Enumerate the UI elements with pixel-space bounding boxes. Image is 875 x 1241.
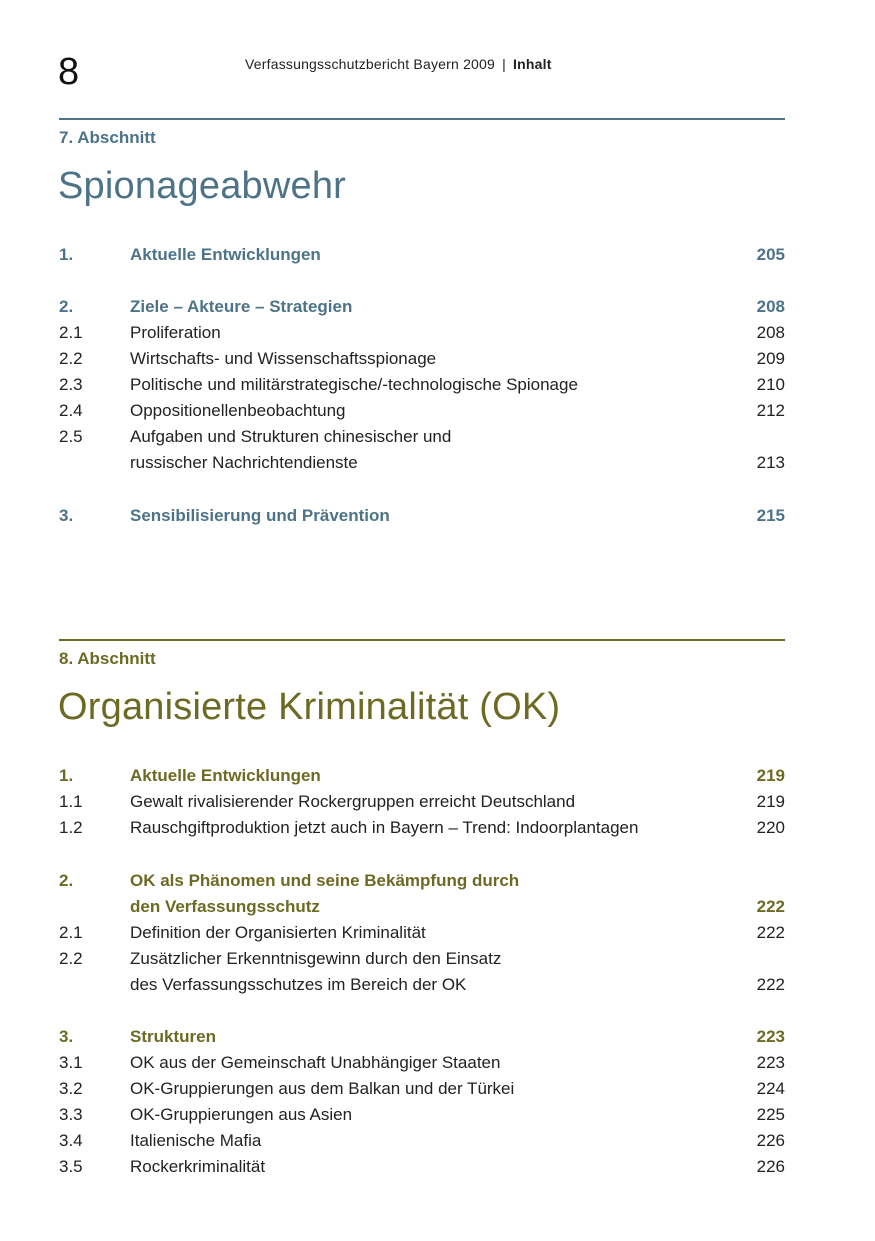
toc-row[interactable]	[59, 242, 785, 268]
toc-number: 3.	[59, 1027, 74, 1046]
toc-page: 212	[756, 401, 785, 420]
toc-row[interactable]	[59, 763, 785, 789]
toc-row[interactable]	[59, 972, 785, 998]
toc-number: 1.2	[59, 818, 83, 837]
toc-title: Aktuelle Entwicklungen	[130, 766, 321, 785]
toc-number: 3.5	[59, 1157, 83, 1176]
section-7-rule	[59, 118, 785, 120]
toc-row[interactable]	[59, 398, 785, 424]
toc-title: Definition der Organisierten Kriminalität	[130, 923, 426, 942]
toc-title: Aufgaben und Strukturen chinesischer und	[130, 427, 452, 446]
toc-page: 224	[756, 1079, 785, 1098]
toc-number: 2.3	[59, 375, 83, 394]
toc-number: 1.	[59, 766, 74, 785]
toc-row[interactable]	[59, 1024, 785, 1050]
toc-title: Ziele – Akteure – Strategien	[130, 297, 353, 316]
toc-title: Aktuelle Entwicklungen	[130, 245, 321, 264]
toc-title: Italienische Mafia	[130, 1131, 262, 1150]
toc-page: 222	[756, 923, 785, 942]
toc-page: 226	[756, 1131, 785, 1150]
toc-row[interactable]	[59, 815, 785, 841]
toc-title: des Verfassungsschutzes im Bereich der OK	[130, 975, 467, 994]
toc-page: 223	[756, 1027, 785, 1046]
toc-row[interactable]	[59, 372, 785, 398]
toc-number: 2.4	[59, 401, 83, 420]
toc-number: 3.4	[59, 1131, 83, 1150]
toc-page: 222	[756, 975, 785, 994]
toc-row[interactable]	[59, 503, 785, 529]
toc-title: russischer Nachrichtendienste	[130, 453, 358, 472]
toc-row[interactable]	[59, 920, 785, 946]
toc-row[interactable]	[59, 294, 785, 320]
toc-page: 208	[756, 323, 785, 342]
toc-page: 208	[756, 297, 785, 316]
toc-title: Gewalt rivalisierender Rockergruppen erreicht Deutschland	[130, 792, 576, 811]
toc-title: Wirtschafts- und Wissenschaftsspionage	[130, 349, 437, 368]
toc-page: 209	[756, 349, 785, 368]
toc-page: 210	[756, 375, 785, 394]
toc-title: Sensibilisierung und Prävention	[130, 506, 390, 525]
toc-title: OK-Gruppierungen aus dem Balkan und der Türkei	[130, 1079, 515, 1098]
toc-page: 220	[756, 818, 785, 837]
toc-number: 3.1	[59, 1053, 83, 1072]
section-8-rule	[59, 639, 785, 641]
toc-page: 219	[756, 766, 785, 785]
toc-title: den Verfassungsschutz	[130, 897, 320, 916]
report-title: Verfassungsschutzbericht Bayern 2009	[245, 56, 496, 72]
toc-page: 223	[756, 1053, 785, 1072]
running-header	[245, 56, 552, 72]
toc-row[interactable]	[59, 346, 785, 372]
toc-row[interactable]	[59, 894, 785, 920]
toc-title: Oppositionellenbeobachtung	[130, 401, 346, 420]
toc-number: 2.1	[59, 323, 83, 342]
toc-number: 2.2	[59, 949, 83, 968]
toc-number: 2.2	[59, 349, 83, 368]
toc-row[interactable]	[59, 1102, 785, 1128]
toc-number: 2.	[59, 871, 74, 890]
header-separator: |	[502, 56, 506, 72]
toc-title: Proliferation	[130, 323, 221, 342]
header-section: Inhalt	[513, 56, 552, 72]
toc-row[interactable]	[59, 320, 785, 346]
toc-page: 213	[756, 453, 785, 472]
toc-page: 219	[756, 792, 785, 811]
toc-row[interactable]	[59, 868, 785, 894]
toc-title: Zusätzlicher Erkenntnisgewinn durch den Einsatz	[130, 949, 502, 968]
toc-number: 3.	[59, 506, 74, 525]
toc-title: Rockerkriminalität	[130, 1157, 266, 1176]
toc-row[interactable]	[59, 1154, 785, 1180]
section-8-label: 8. Abschnitt	[59, 649, 156, 668]
toc-title: OK-Gruppierungen aus Asien	[130, 1105, 353, 1124]
toc-title: Rauschgiftproduktion jetzt auch in Bayern – Trend: Indoorplantagen	[130, 818, 639, 837]
toc-page: 225	[756, 1105, 785, 1124]
toc-row[interactable]	[59, 1050, 785, 1076]
toc-title: OK als Phänomen und seine Bekämpfung durch	[130, 871, 520, 890]
toc-title: Strukturen	[130, 1027, 216, 1046]
toc-number: 2.5	[59, 427, 83, 446]
toc-row[interactable]	[59, 424, 785, 450]
section-7-label: 7. Abschnitt	[59, 128, 156, 147]
toc-number: 2.	[59, 297, 74, 316]
toc-row[interactable]	[59, 450, 785, 476]
toc-page: 215	[756, 506, 785, 525]
toc-row[interactable]	[59, 1128, 785, 1154]
toc-number: 3.3	[59, 1105, 83, 1124]
toc-number: 1.	[59, 245, 74, 264]
toc-page: 205	[756, 245, 785, 264]
toc-number: 1.1	[59, 792, 83, 811]
toc-row[interactable]	[59, 1076, 785, 1102]
section-7-title: Spionageabwehr	[58, 165, 347, 207]
toc-title: OK aus der Gemeinschaft Unabhängiger Staaten	[130, 1053, 501, 1072]
section-8-title: Organisierte Kriminalität (OK)	[58, 686, 561, 728]
page-number: 8	[58, 51, 80, 93]
toc-row[interactable]	[59, 789, 785, 815]
toc-page: 222	[756, 897, 785, 916]
toc-number: 2.1	[59, 923, 83, 942]
toc-row[interactable]	[59, 946, 785, 972]
toc-page: 226	[756, 1157, 785, 1176]
toc-number: 3.2	[59, 1079, 83, 1098]
toc-title: Politische und militärstrategische/-technologische Spionage	[130, 375, 578, 394]
